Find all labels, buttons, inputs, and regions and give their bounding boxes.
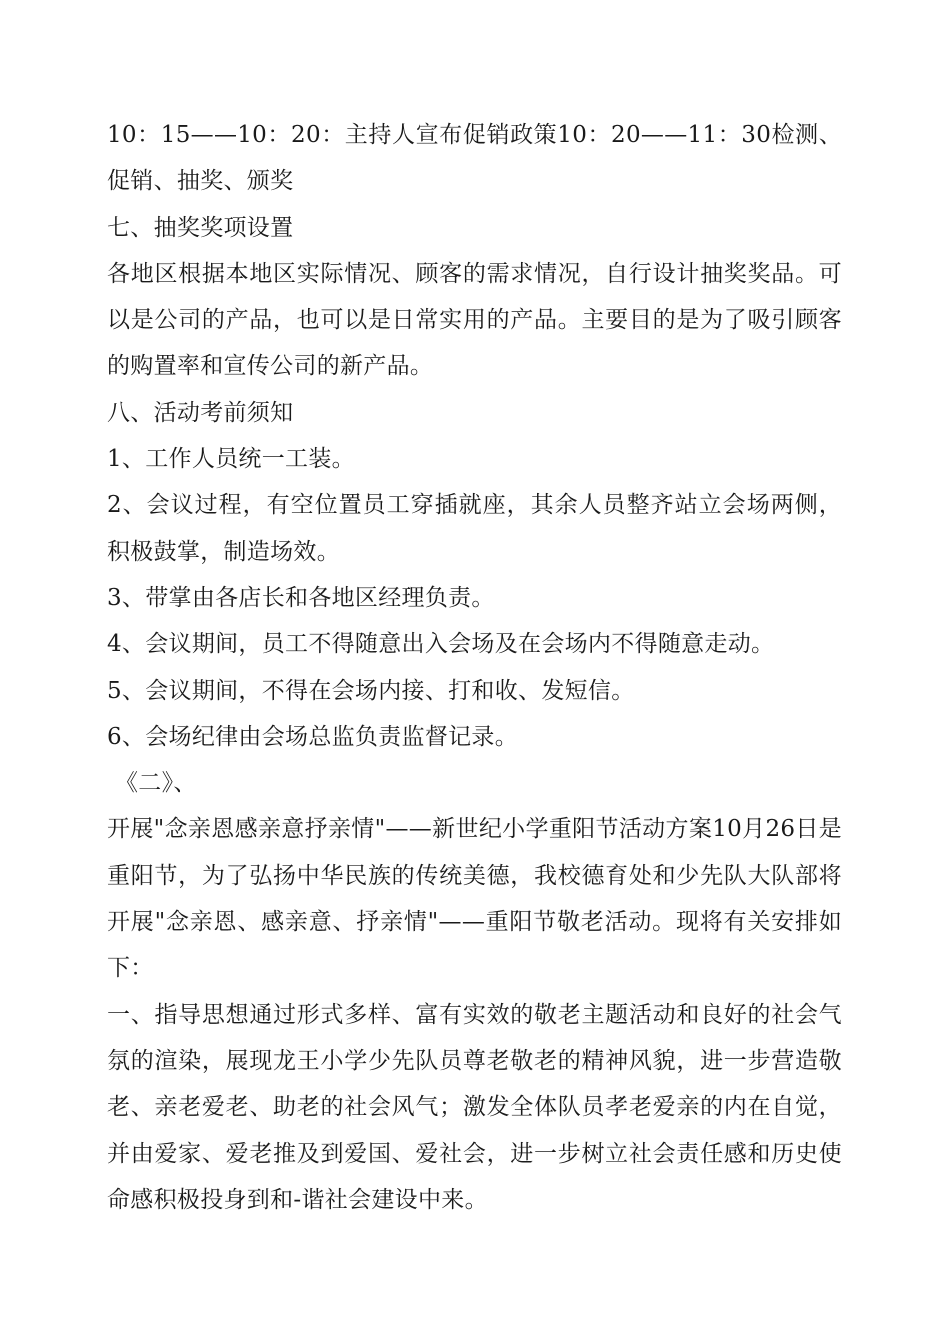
note-item-4: 4、会议期间，员工不得随意出入会场及在会场内不得随意走动。: [107, 631, 775, 658]
note-item-1: 1、工作人员统一工装。: [107, 446, 355, 473]
note-item-5: 5、会议期间，不得在会场内接、打和收、发短信。: [107, 677, 635, 704]
schedule-paragraph: 10：15——10：20：主持人宣布促销政策10：20——11：30检测、促销、抽奖、颁奖: [107, 122, 842, 195]
lottery-paragraph: 各地区根据本地区实际情况、顾客的需求情况，自行设计抽奖奖品。可以是公司的产品，也可以是日常实用的产品。主要目的是为了吸引顾客的购置率和宣传公司的新产品。: [107, 260, 842, 380]
guiding-thought-paragraph: 一、指导思想通过形式多样、富有实效的敬老主题活动和良好的社会气氛的渲染，展现龙王小学少先队员尊老敬老的精神风貌，进一步营造敬老、亲老爱老、助老的社会风气；激发全体队员孝老爱亲的内在自觉，并由爱家、爱老推及到爱国、爱社会，进一步树立社会责任感和历史使命感积极投身到和-谐社会建设中来。: [107, 1001, 842, 1213]
section-heading-lottery: 七、抽奖奖项设置: [107, 214, 294, 241]
document-body: [107, 112, 842, 1223]
activity-intro-paragraph: 开展"念亲恩感亲意抒亲情"——新世纪小学重阳节活动方案10月26日是重阳节，为了弘扬中华民族的传统美德，我校德育处和少先队大队部将开展"念亲恩、感亲意、抒亲情"——重阳节敬老活动。现将有关安排如下：: [107, 816, 842, 982]
part-two-heading: 《二》、: [115, 770, 197, 797]
note-item-3: 3、带掌由各店长和各地区经理负责。: [107, 584, 495, 611]
note-item-2: 2、会议过程，有空位置员工穿插就座，其余人员整齐站立会场两侧，积极鼓掌，制造场效。: [107, 492, 842, 565]
section-heading-notes: 八、活动考前须知: [107, 399, 294, 426]
note-item-6: 6、会场纪律由会场总监负责监督记录。: [107, 723, 519, 750]
